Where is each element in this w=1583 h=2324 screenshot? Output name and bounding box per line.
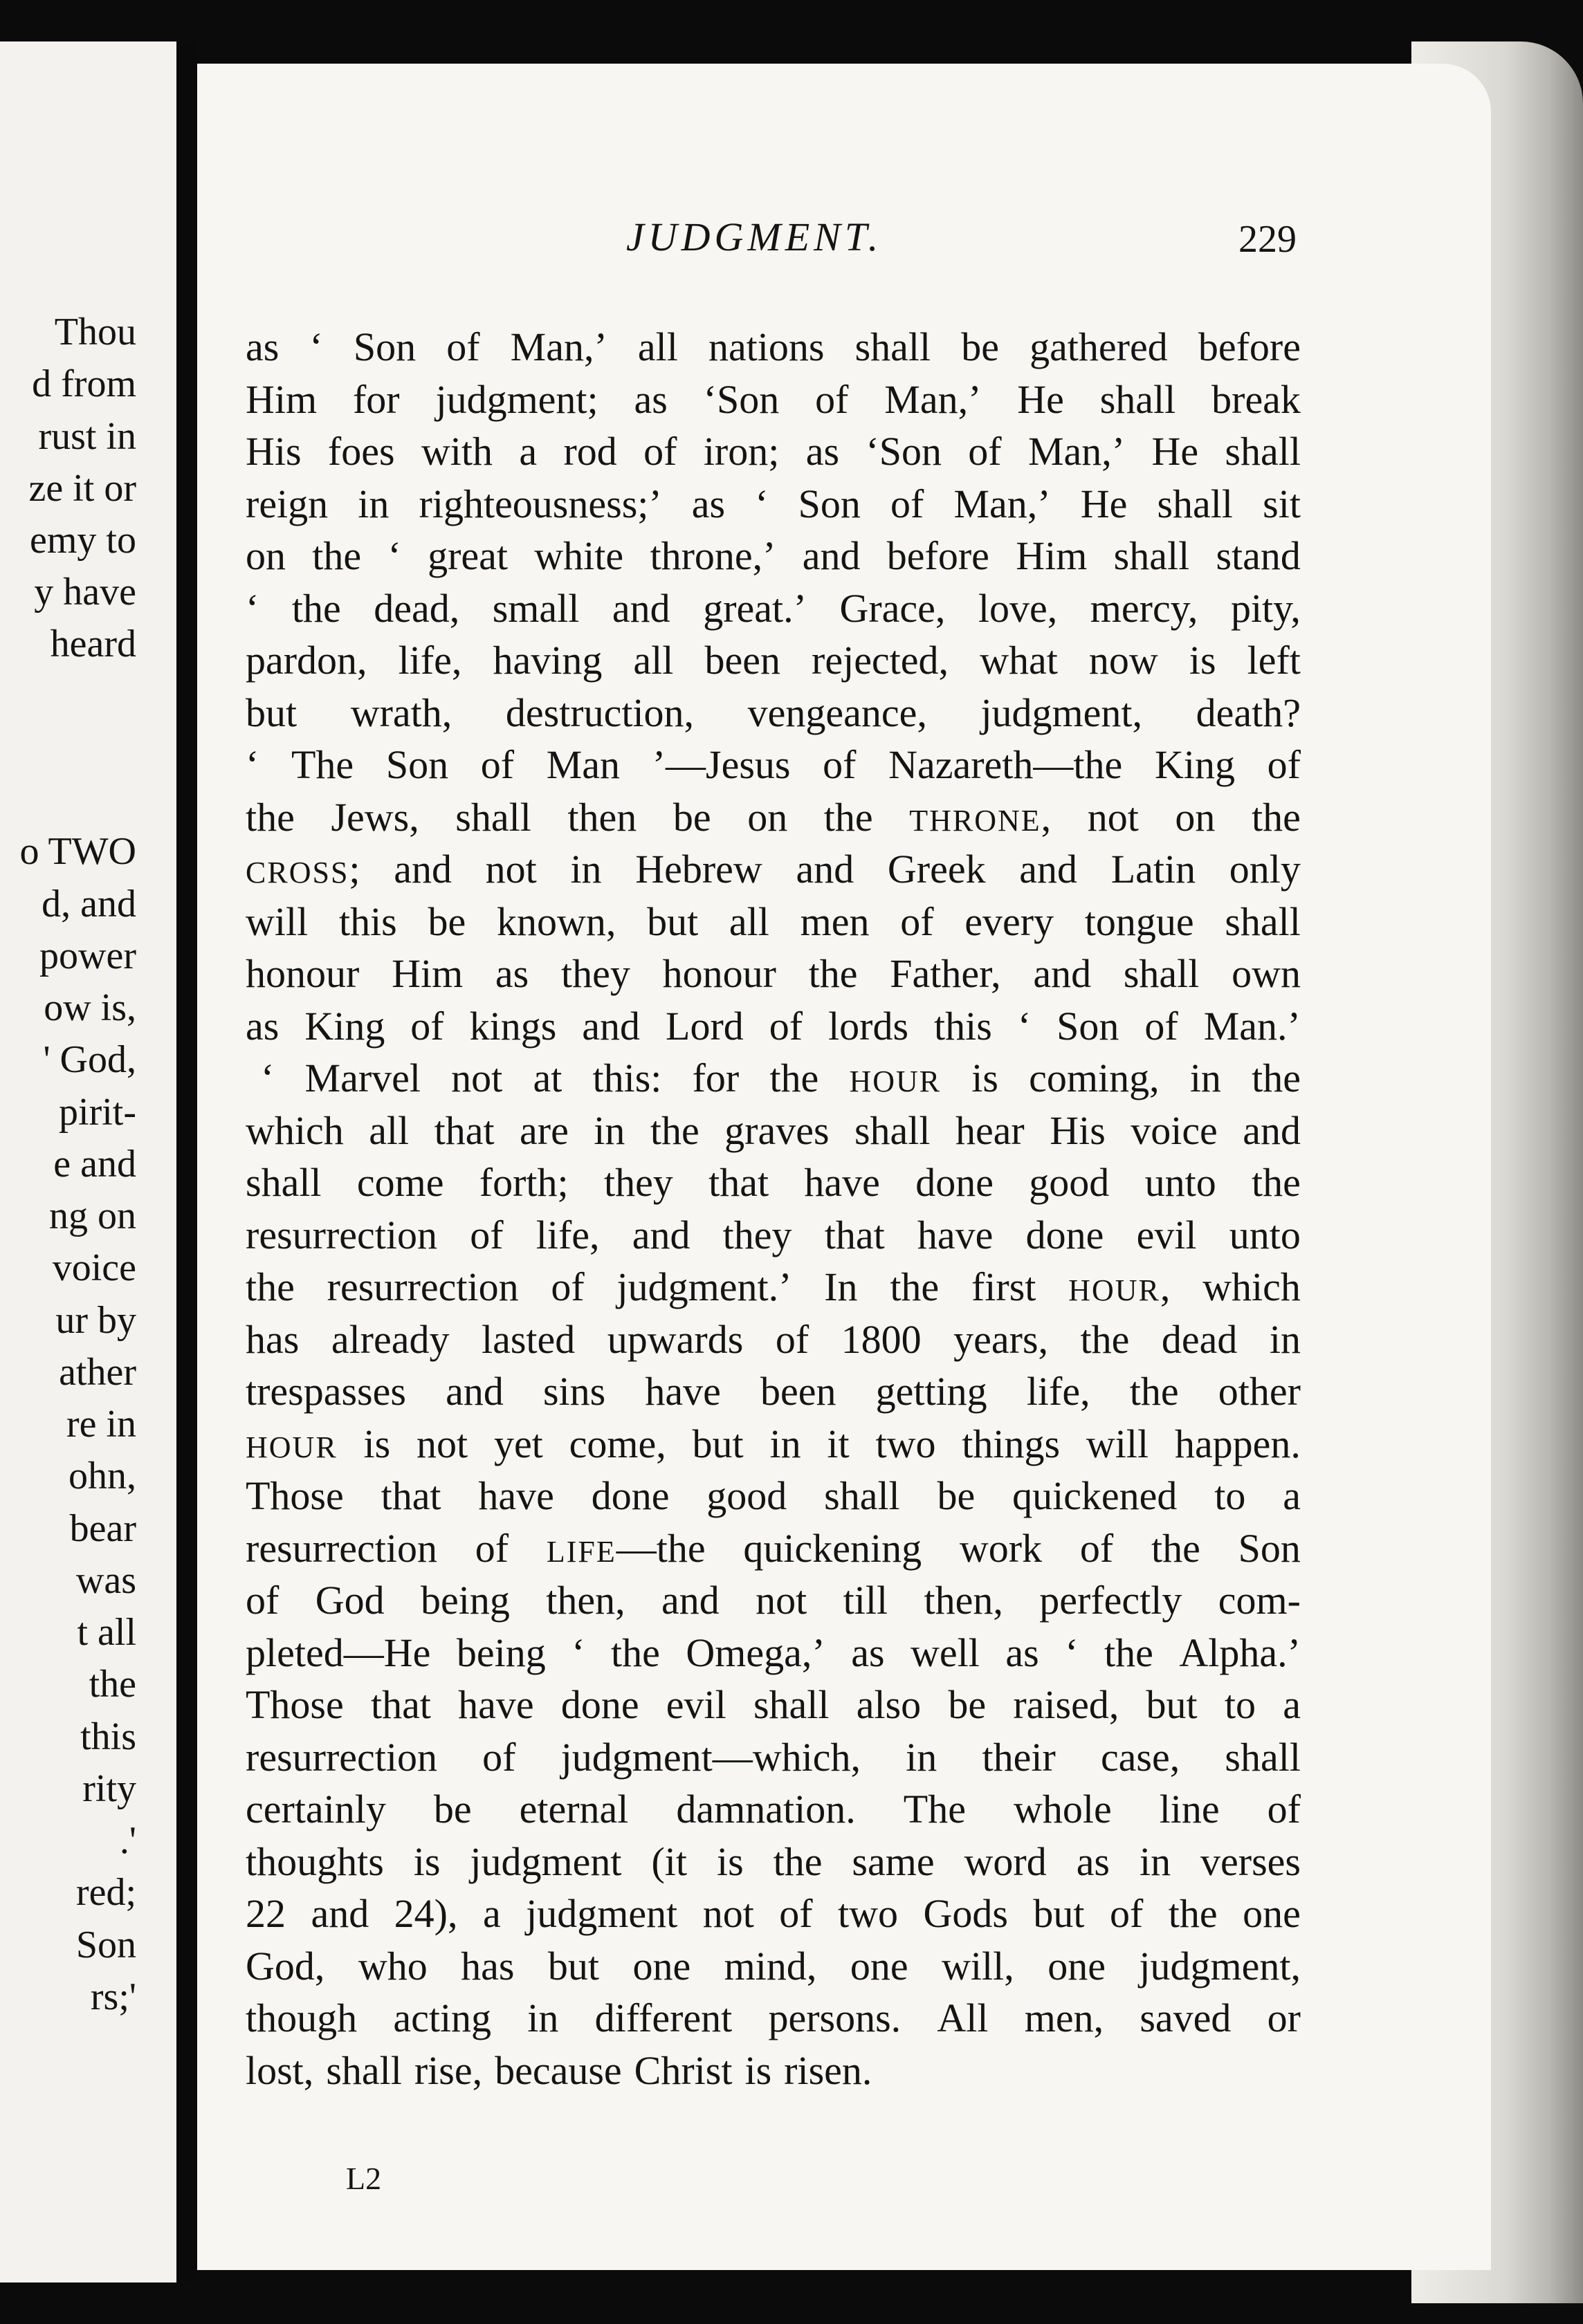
left-page-line: e and (53, 1143, 136, 1186)
left-page-line: the (89, 1663, 136, 1706)
left-page-line: t all (77, 1611, 136, 1654)
signature-mark: L2 (346, 2161, 382, 2196)
left-page-line: emy to (30, 519, 136, 562)
text-line: as King of kings and Lord of lords this ‘ Son of Man.’ (246, 1003, 1301, 1049)
text-line: on the ‘ great white throne,’ and before Him shall stand (246, 533, 1301, 578)
page-header (197, 214, 1491, 279)
left-page-line: re in (66, 1403, 136, 1446)
text-line: Those that have done good shall be quickened to a (246, 1473, 1301, 1518)
left-page-line: y have (34, 571, 136, 614)
text-line: thoughts is judgment (it is the same word as in verses (246, 1838, 1301, 1884)
left-page-line: .' (119, 1819, 136, 1862)
text-line: certainly be eternal damnation. The whole line of (246, 1787, 1301, 1832)
text-line: the Jews, shall then be on the THRONE, not on the (246, 794, 1301, 840)
left-page-line: ' God, (43, 1038, 136, 1081)
left-page-text (0, 42, 176, 2282)
text-line: reign in righteousness;’ as ‘ Son of Man,’ He shall sit (246, 481, 1301, 526)
text-line: as ‘ Son of Man,’ all nations shall be gathered before (246, 324, 1301, 369)
text-line: honour Him as they honour the Father, and shall own (246, 951, 1301, 996)
text-line: resurrection of LIFE—the quickening work of the Son (246, 1525, 1301, 1571)
text-line: CROSS; and not in Hebrew and Greek and Latin only (246, 847, 1301, 892)
left-page-line: ng on (49, 1195, 136, 1237)
left-page-line: ze it or (28, 467, 136, 510)
left-page-line: power (39, 934, 136, 977)
text-line: has already lasted upwards of 1800 years, the dead in (246, 1316, 1301, 1362)
text-line: but wrath, destruction, vengeance, judgment, death? (246, 690, 1301, 735)
text-line: 22 and 24), a judgment not of two Gods but of the one (246, 1891, 1301, 1936)
left-page-line: ather (59, 1351, 136, 1394)
left-page-line: was (75, 1559, 136, 1602)
page-number: 229 (1238, 218, 1297, 261)
text-line: ‘ The Son of Man ’—Jesus of Nazareth—the King of (246, 742, 1301, 787)
text-line: resurrection of judgment—which, in their case, shall (246, 1734, 1301, 1780)
binding-gutter (176, 42, 197, 2282)
left-page-line: rust in (38, 415, 136, 458)
text-line: resurrection of life, and they that have done evil unto (246, 1212, 1301, 1257)
left-page-line: heard (50, 622, 136, 665)
text-line: pleted—He being ‘ the Omega,’ as well as ‘ the Alpha.’ (246, 1630, 1301, 1675)
text-line: lost, shall rise, because Christ is risen. (246, 2047, 872, 2093)
left-page-line: bear (69, 1507, 136, 1550)
body-text (246, 321, 1301, 2096)
text-line: will this be known, but all men of every tongue shall (246, 898, 1301, 944)
text-line: Him for judgment; as ‘Son of Man,’ He shall break (246, 376, 1301, 422)
text-line: shall come forth; they that have done good unto the (246, 1160, 1301, 1205)
left-page-line: rity (82, 1767, 136, 1810)
running-title: JUDGMENT. (626, 214, 883, 259)
right-page (197, 64, 1491, 2270)
left-page-line: ow is, (44, 986, 136, 1029)
left-page-line: this (80, 1715, 136, 1758)
left-page-line: Son (75, 1924, 136, 1966)
left-page-line: pirit- (59, 1091, 136, 1134)
text-line: of God being then, and not till then, perfectly com- (246, 1578, 1301, 1623)
text-line: the resurrection of judgment.’ In the first HOUR, which (246, 1264, 1301, 1309)
left-page-line: d from (32, 362, 136, 405)
left-page-line: ur by (55, 1299, 136, 1342)
text-line: though acting in different persons. All men, saved or (246, 1995, 1301, 2040)
text-line: His foes with a rod of iron; as ‘Son of Man,’ He shall (246, 429, 1301, 474)
left-page-line: red; (75, 1871, 136, 1914)
left-page-line: d, and (42, 883, 136, 925)
left-page-fragment (0, 42, 176, 2282)
text-line: ‘ Marvel not at this: for the HOUR is coming, in the (261, 1055, 1301, 1100)
text-line: HOUR is not yet come, but in it two things will happen. (246, 1421, 1301, 1466)
text-line: God, who has but one mind, one will, one judgment, (246, 1943, 1301, 1989)
text-line: which all that are in the graves shall hear His voice and (246, 1107, 1301, 1153)
left-page-line: o TWO (19, 830, 136, 873)
text-line: ‘ the dead, small and great.’ Grace, love, mercy, pity, (246, 585, 1301, 631)
text-line: Those that have done evil shall also be raised, but to a (246, 1682, 1301, 1727)
text-line: trespasses and sins have been getting life, the other (246, 1369, 1301, 1414)
left-page-line: Thou (54, 311, 136, 353)
left-page-line: rs;' (90, 1975, 136, 2018)
text-line: pardon, life, having all been rejected, what now is left (246, 638, 1301, 683)
left-page-line: voice (52, 1246, 136, 1289)
left-page-line: ohn, (68, 1455, 136, 1497)
